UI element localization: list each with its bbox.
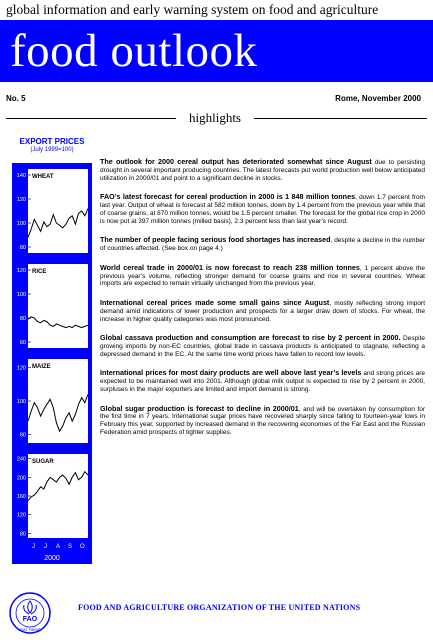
divider-left	[6, 118, 176, 119]
title-banner	[0, 20, 433, 82]
month-label: A	[56, 544, 61, 550]
wheat-chart-panel	[12, 163, 92, 258]
wheat-price-chart	[12, 163, 92, 258]
plot-area	[28, 169, 88, 253]
y-tick-label: 80	[19, 316, 26, 322]
sugar-chart-panel	[12, 448, 92, 543]
paragraph-lead: Global cassava production and consumption are forecast to rise by 2 percent in 2000.	[100, 333, 401, 343]
y-tick-label: 100	[16, 292, 26, 298]
paragraph-text: , down 1.7 percent from last year. Output of wheat is forecast at 582 million tonnes, down by 1.4 percent from the previous year while that of coarse grains, at 870 million tonnes, would be 1.5 percent smaller. The forecast for the global rice crop in 2000 is now put at 397 million tonnes (milled basis), 2.3 percent less than last year’s record.	[100, 194, 425, 225]
export-prices-subtitle: (July 1999=100)	[30, 147, 74, 153]
paragraph-lead: International cereal prices made some small gains since August	[100, 297, 330, 307]
maize-price-chart	[12, 353, 92, 448]
rice-price-chart	[12, 258, 92, 353]
month-label: O	[80, 544, 85, 550]
highlight-paragraph	[100, 405, 425, 438]
tagline: global information and early warning system on food and agriculture	[6, 2, 379, 17]
y-tick-label: 120	[16, 268, 26, 274]
organization-name: FOOD AND AGRICULTURE ORGANIZATION OF THE UNITED NATIONS	[78, 603, 361, 612]
chart-title: SUGAR	[32, 459, 54, 465]
y-tick-label: 140	[16, 173, 26, 179]
publication-title: food outlook	[10, 25, 258, 77]
month-label: J	[44, 544, 47, 550]
paragraph-lead: Global sugar production is forecast to decline in 2000/01	[100, 403, 299, 413]
month-axis	[12, 543, 92, 553]
paragraph-lead: World cereal trade in 2000/01 is now forecast to reach 238 million tonnes	[100, 262, 360, 272]
highlight-paragraph	[100, 193, 425, 226]
paragraph-text: Despite growing imports by non-EC countries, global trade in cassava products is anticipated to stagnate, reflecting a depressed demand in the EC. At the same time world prices have fallen to record low levels.	[100, 335, 425, 358]
plot-area	[28, 454, 88, 538]
highlight-paragraph	[100, 334, 425, 359]
paragraph-text: , mostly reflecting strong import demand amid indications of lower production and prospects for a larger draw down of stocks. For wheat, the increase in higher quality categories was most pronounced.	[100, 299, 426, 323]
dateline: Rome, November 2000	[335, 94, 421, 103]
paragraph-text: and strong prices are expected to be maintained well into 2001. Although global milk output is expected to rise by 2 percent in 2000, surpluses in the major exporters are limited and import demand is strong.	[100, 370, 425, 394]
chart-title: MAIZE	[32, 364, 51, 370]
section-title: highlights	[188, 110, 241, 125]
y-tick-label: 60	[19, 340, 26, 346]
month-label: J	[32, 544, 35, 550]
month-label: S	[68, 544, 73, 550]
highlight-paragraph	[100, 369, 425, 394]
paragraph-text: , and will be overtaken by consumption for the first time in 7 years. International sugar prices have recovered sharply since falling to fourteen-year lows in February this year, supported by increased demand in the recovering economies of the Far East and the Russian Federation amid prospects of tighter supplies.	[100, 405, 425, 437]
highlight-paragraph	[100, 236, 425, 253]
y-tick-label: 80	[19, 531, 26, 538]
highlights-body	[100, 158, 425, 448]
highlight-paragraph	[100, 299, 425, 324]
wheat-ear-icon	[24, 601, 37, 614]
highlight-paragraph	[100, 264, 425, 289]
paragraph-lead: The outlook for 2000 cereal output has deteriorated somewhat since August	[100, 157, 372, 166]
paragraph-text: due to persisting drought in several important producing countries. The latest forecasts put world production well below anticipated utilization in 2000/01 and point to a significant decline in stocks.	[100, 159, 425, 182]
sugar-price-chart	[12, 448, 92, 543]
year-label: 2000	[12, 553, 92, 564]
paragraph-text: , 1 percent above the previous year’s volume, reflecting stronger demand for coarse grains and rice in several countries. Wheat imports are expected to remain virtually unchanged from the previous year.	[100, 264, 425, 288]
y-tick-label: 120	[16, 512, 26, 519]
plot-area	[28, 264, 88, 348]
y-tick-label: 120	[16, 365, 26, 372]
paragraph-lead: The number of people facing serious food shortages has increased	[100, 235, 331, 245]
y-tick-label: 80	[19, 245, 26, 251]
highlight-paragraph	[100, 158, 425, 183]
y-tick-label: 100	[16, 399, 26, 405]
export-prices-title: EXPORT PRICES	[19, 137, 85, 146]
chart-title: RICE	[32, 269, 47, 275]
y-tick-label: 240	[16, 456, 26, 463]
paragraph-lead: International prices for most dairy products are well above last year’s levels	[100, 368, 362, 378]
divider-right	[254, 118, 427, 119]
chart-title: WHEAT	[32, 174, 54, 180]
y-tick-label: 100	[16, 221, 26, 227]
y-tick-label: 200	[16, 475, 26, 482]
highlights-heading	[0, 108, 433, 128]
rice-chart-panel	[12, 258, 92, 353]
y-tick-label: 120	[16, 197, 26, 203]
y-tick-label: 160	[16, 494, 26, 500]
logo-text: FAO	[22, 616, 38, 623]
issue-number: No. 5	[6, 94, 26, 103]
plot-area	[28, 359, 88, 443]
y-tick-label: 80	[19, 432, 26, 439]
paragraph-lead: FAO’s latest forecast for cereal production in 2000 is 1 848 million tonnes	[100, 192, 356, 202]
fao-logo	[8, 591, 52, 635]
maize-chart-panel	[12, 353, 92, 448]
logo-motto: FIAT PANIS	[19, 627, 41, 632]
paragraph-text: , despite a decline in the number of countries affected. (See box on page 4.)	[100, 237, 425, 253]
